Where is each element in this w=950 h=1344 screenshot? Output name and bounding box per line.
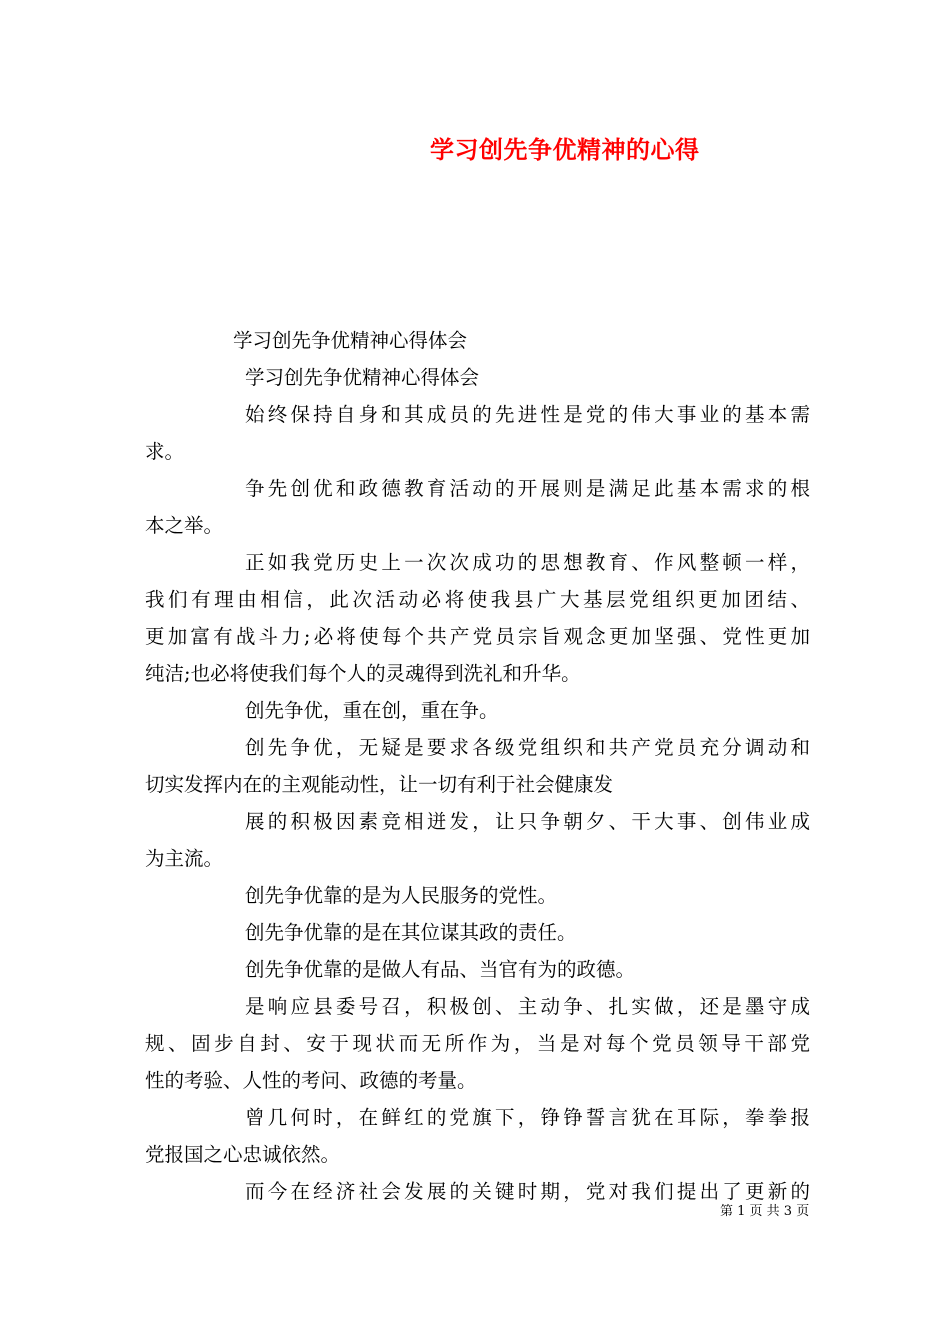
text-line: 党报国之心忠诚依然。 <box>145 1143 341 1166</box>
text-line: 而今在经济社会发展的关键时期，党对我们提出了更新的 <box>245 1180 810 1203</box>
text-line: 更加富有战斗力;必将使每个共产党员宗旨观念更加坚强、党性更加 <box>145 625 810 648</box>
text-line: 创先争优靠的是在其位谋其政的责任。 <box>245 921 577 944</box>
text-line: 纯洁;也必将使我们每个人的灵魂得到洗礼和升华。 <box>145 662 581 685</box>
text-line: 本之举。 <box>145 514 224 537</box>
text-line: 切实发挥内在的主观能动性，让一切有利于社会健康发 <box>145 773 614 796</box>
text-line: 始终保持自身和其成员的先进性是党的伟大事业的基本需 <box>245 403 810 426</box>
text-line: 创先争优靠的是为人民服务的党性。 <box>245 884 558 907</box>
document-body <box>145 322 810 1210</box>
page-number-footer: 第 1 页 共 3 页 <box>720 1204 810 1219</box>
page-title: 学习创先争优精神的心得 <box>430 135 700 164</box>
text-line: 展的积极因素竞相迸发，让只争朝夕、干大事、创伟业成 <box>245 810 810 833</box>
text-line: 曾几何时，在鲜红的党旗下，铮铮誓言犹在耳际，拳拳报 <box>245 1106 810 1129</box>
text-line: 求。 <box>145 440 185 463</box>
text-line: 规、固步自封、安于现状而无所作为，当是对每个党员领导干部党 <box>145 1032 810 1055</box>
text-line: 创先争优，无疑是要求各级党组织和共产党员充分调动和 <box>245 736 810 759</box>
text-line: 性的考验、人性的考问、政德的考量。 <box>145 1069 477 1092</box>
text-line: 学习创先争优精神心得体会 <box>245 366 480 389</box>
text-line: 为主流。 <box>145 847 224 870</box>
text-line: 创先争优，重在创，重在争。 <box>245 699 499 722</box>
text-line: 争先创优和政德教育活动的开展则是满足此基本需求的根 <box>245 477 810 500</box>
text-line: 正如我党历史上一次次成功的思想教育、作风整顿一样， <box>245 551 810 574</box>
text-line: 创先争优靠的是做人有品、当官有为的政德。 <box>245 958 636 981</box>
text-line: 是响应县委号召，积极创、主动争、扎实做，还是墨守成 <box>245 995 810 1018</box>
text-line: 我们有理由相信，此次活动必将使我县广大基层党组织更加团结、 <box>145 588 810 611</box>
subtitle-line: 学习创先争优精神心得体会 <box>233 329 468 352</box>
